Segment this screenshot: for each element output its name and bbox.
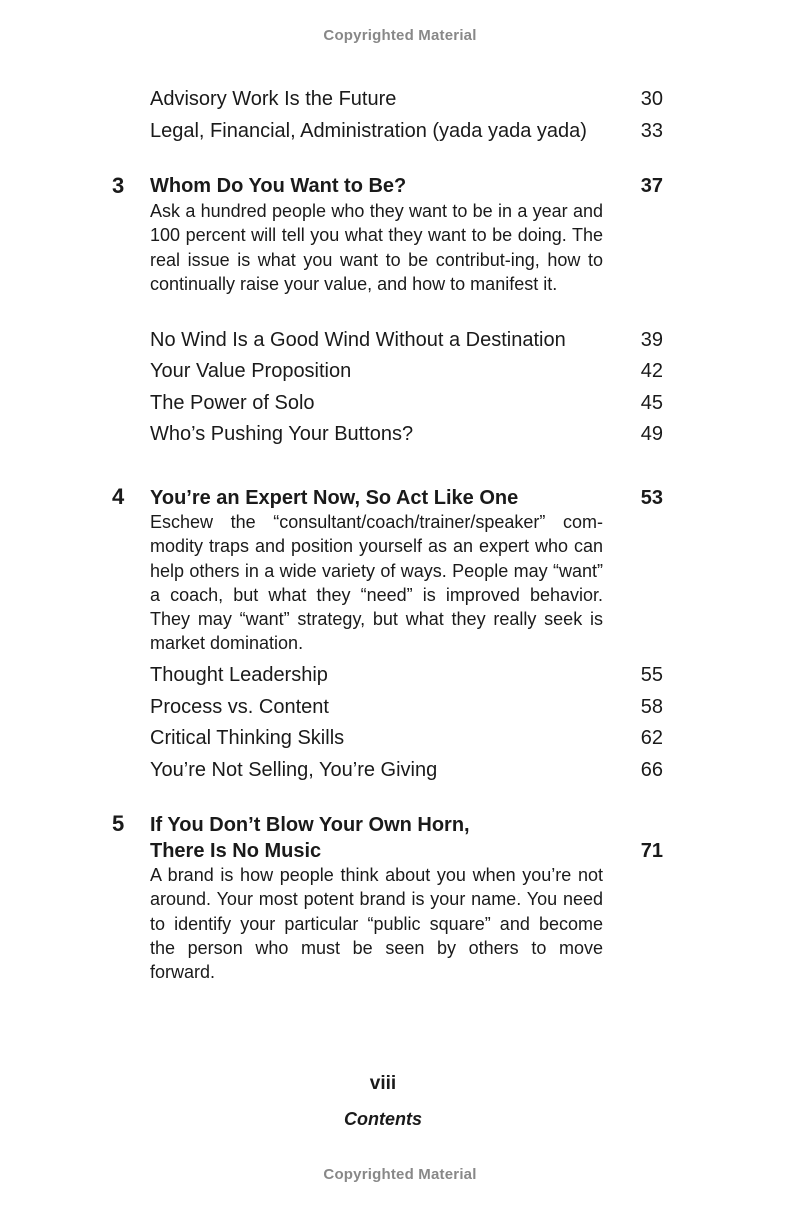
toc-entry (150, 358, 663, 384)
toc-entry (150, 757, 663, 783)
toc-entry-title: Advisory Work Is the Future (150, 88, 397, 110)
toc-entry (150, 421, 663, 447)
toc-entry-title: Legal, Financial, Administration (yada yada yada) (150, 120, 587, 142)
toc-entry-page: 39 (640, 329, 663, 351)
toc-entry-title: No Wind Is a Good Wind Without a Destination (150, 329, 566, 351)
toc-entry-page: 30 (640, 88, 663, 110)
toc-entry-page: 62 (640, 727, 663, 749)
toc-entry-title: Critical Thinking Skills (150, 727, 345, 749)
chapter-title-line-1: If You Don’t Blow Your Own Horn, (150, 814, 470, 836)
chapter-title-line-2: There Is No Music (150, 840, 322, 862)
toc-entry-title: The Power of Solo (150, 392, 315, 414)
toc-entry (150, 725, 663, 751)
toc-entry-page: 45 (640, 392, 663, 414)
chapter-number: 3 (112, 173, 125, 198)
toc-entry-page: 58 (640, 696, 663, 718)
toc-entry (150, 327, 663, 353)
chapter-description: Ask a hundred people who they want to be in a year and 100 percent will tell you what they want to be doing. The real issue is what you want to be contribut-ing, how to continually raise your value, and how to manifest it. (150, 201, 603, 294)
toc-entry-page: 55 (640, 664, 663, 686)
chapter-title: You’re an Expert Now, So Act Like One (150, 487, 519, 509)
chapter-title: Whom Do You Want to Be? (150, 175, 407, 197)
toc-entry (150, 118, 663, 144)
toc-entry-title: Who’s Pushing Your Buttons? (150, 423, 414, 445)
toc-entry-page: 33 (640, 120, 663, 142)
chapter-description: Eschew the “consultant/coach/trainer/speaker” com-modity traps and position yourself as an expert who can help others in a wide variety of ways. People may “want” a coach, but what they “need” is improved behavior. They may “want” strategy, but what they really seek is market domination. (150, 512, 603, 654)
running-title: Contents (344, 1109, 422, 1129)
chapter-number: 5 (112, 811, 125, 836)
chapter-page: 37 (640, 175, 663, 197)
toc-entry (150, 86, 663, 112)
toc-entry-title: Process vs. Content (150, 696, 329, 718)
toc-entry-title: Thought Leadership (150, 664, 328, 686)
toc-entry-title: You’re Not Selling, You’re Giving (150, 759, 438, 781)
toc-entry-page: 66 (640, 759, 663, 781)
chapter-page: 71 (640, 840, 663, 862)
toc-entry-page: 42 (640, 360, 663, 382)
toc-entry-title: Your Value Proposition (150, 360, 352, 382)
toc-entry (150, 694, 663, 720)
toc-entry-page: 49 (640, 423, 663, 445)
copyright-watermark-top: Copyrighted Material (323, 27, 477, 44)
toc-entry (150, 390, 663, 416)
chapter-number: 4 (112, 484, 125, 509)
chapter-description: A brand is how people think about you when you’re not around. Your most potent brand is your name. You need to identify your particular “public square” and become the person who must be seen by others to move forward. (150, 865, 603, 983)
chapter-page: 53 (640, 487, 663, 509)
toc-entry (150, 662, 663, 688)
copyright-watermark-bottom: Copyrighted Material (323, 1166, 477, 1183)
page-number: viii (369, 1073, 397, 1094)
